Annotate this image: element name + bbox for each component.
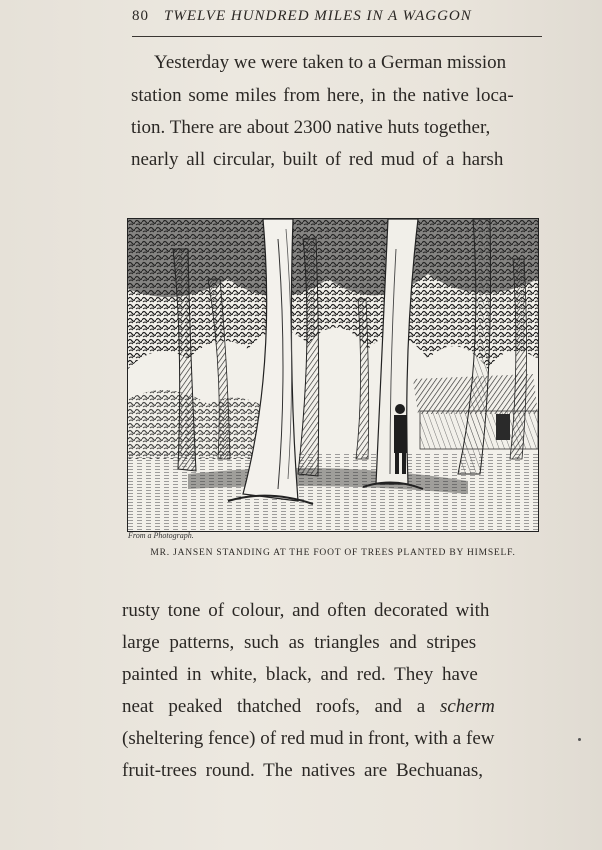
figure-credit: From a Photograph. bbox=[128, 531, 194, 540]
header-rule bbox=[132, 36, 542, 37]
body-line-7: painted in white, black, and red. They have bbox=[122, 664, 478, 685]
body-line-9: (sheltering fence) of red mud in front, with a few bbox=[122, 728, 495, 749]
engraving-illustration bbox=[127, 218, 539, 532]
body-line-8-text: neat peaked thatched roofs, and a bbox=[122, 696, 440, 717]
page-number: 80 bbox=[132, 8, 149, 24]
body-line-4: nearly all circular, built of red mud of a harsh bbox=[131, 149, 504, 170]
body-line-6: large patterns, such as triangles and stripes bbox=[122, 632, 477, 653]
running-title: TWELVE HUNDRED MILES IN A WAGGON bbox=[164, 8, 472, 24]
body-line-2: station some miles from here, in the native loca- bbox=[131, 85, 514, 106]
page-speck bbox=[578, 738, 581, 741]
body-line-10: fruit-trees round. The natives are Bechuanas, bbox=[122, 760, 483, 781]
italic-word-scherm: scherm bbox=[439, 696, 495, 717]
figure-caption: MR. JANSEN STANDING AT THE FOOT OF TREES PLANTED BY HIMSELF. bbox=[150, 548, 516, 558]
body-line-8 bbox=[122, 696, 495, 718]
body-line-5: rusty tone of colour, and often decorated with bbox=[122, 600, 490, 621]
trees-engraving-image bbox=[128, 219, 538, 531]
running-header bbox=[132, 6, 542, 30]
body-line-1: Yesterday we were taken to a German mission bbox=[154, 52, 507, 73]
body-line-3: tion. There are about 2300 native huts together, bbox=[131, 117, 491, 138]
